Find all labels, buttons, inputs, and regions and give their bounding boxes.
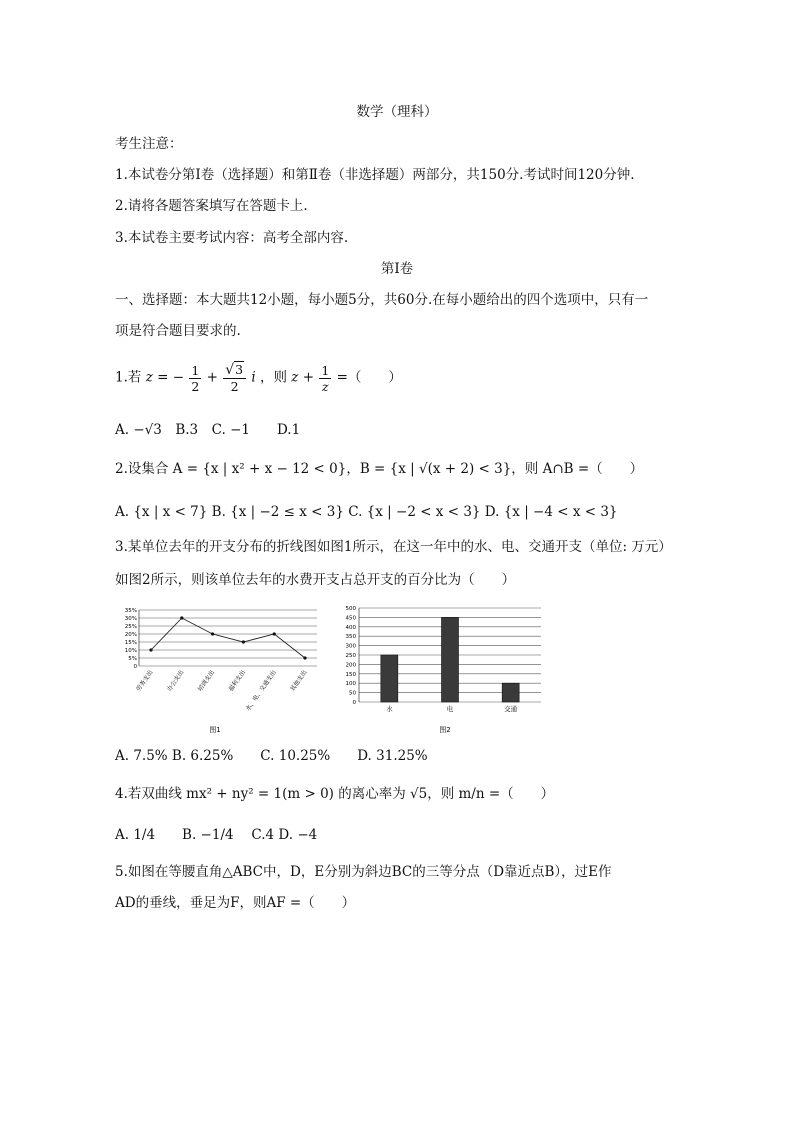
fig2-ytick-label: 450	[345, 615, 356, 622]
fig1-x-label: 其他支出	[289, 669, 309, 693]
question-1	[115, 362, 402, 394]
part1-instructions-line2: 项是符合题目要求的.	[115, 323, 241, 339]
question-5-line2: AD的垂线，垂足为F，则AF =（ ）	[115, 895, 356, 911]
fig2-ytick-label: 350	[345, 634, 356, 641]
q3-options: A. 7.5% B. 6.25% C. 10.25% D. 31.25%	[115, 748, 428, 764]
fig1-x-label: 培训支出	[196, 669, 217, 693]
fig1-x-label: 水、电、交通支出	[244, 669, 278, 713]
fig2-ytick-label: 300	[345, 643, 356, 650]
q1-eq-neg: = −	[157, 369, 185, 386]
fig1-series-line	[151, 618, 305, 658]
fig2-ytick-label: 0	[352, 700, 356, 706]
part1-instructions-line1: 一、选择题：本大题共12小题，每小题5分，共60分.在每小题给出的四个选项中，只有一	[115, 292, 649, 308]
q1-var-z: z	[145, 369, 153, 386]
fig1-data-point	[211, 632, 214, 635]
q1-var-z2: z	[291, 369, 299, 386]
notice-item-3: 3.本试卷主要考试内容：高考全部内容.	[115, 230, 349, 246]
fig1-x-label: 劳务支出	[135, 669, 155, 693]
fig2-ytick-label: 50	[349, 690, 356, 697]
q1-fraction-inverse: $\frac{1}{z}$	[321, 362, 330, 394]
fig1-ytick-label: 10%	[124, 648, 137, 654]
fig1-ytick-label: 5%	[128, 656, 137, 662]
figure-2-caption: 图2	[439, 726, 451, 734]
question-3-line2: 如图2所示，则该单位去年的水费开支占总开支的百分比为（ ）	[115, 572, 516, 588]
fig1-x-label: 福利支出	[227, 669, 248, 693]
q4-options: A. 1/4 B. −1/4 C.4 D. −4	[115, 827, 318, 843]
notice-header: 考生注意：	[115, 136, 183, 152]
page-title: 数学（理科）	[356, 104, 438, 120]
q2-options: A. {x | x < 7} B. {x | −2 ≤ x < 3} C. {x | −2 < x < 3} D. {x | −4 < x < 3}	[115, 504, 618, 520]
fig2-bar	[381, 655, 398, 702]
q1-fraction-root3: $\frac{√3}{2}$	[223, 362, 246, 394]
q1-prefix: 1.若	[115, 369, 142, 386]
q1-tail: =（ ）	[336, 369, 402, 386]
question-4: 4.若双曲线 mx² + ny² = 1(m > 0) 的离心率为 √5，则 m/n =（ ）	[115, 786, 555, 802]
q1-imag-i: i	[251, 369, 256, 386]
fig1-ytick-label: 20%	[124, 632, 137, 638]
fig2-bar	[442, 617, 459, 702]
fig1-ytick-label: 15%	[124, 640, 137, 646]
fig1-ytick-label: 0	[133, 664, 137, 670]
fig2-x-label: 水	[386, 705, 393, 713]
fig2-bar	[502, 683, 519, 702]
q1-then: ，则	[259, 369, 287, 386]
fig2-ytick-label: 500	[345, 606, 356, 612]
fig2-ytick-label: 200	[345, 662, 356, 669]
fig2-ytick-label: 400	[345, 624, 356, 631]
fig1-data-point	[273, 632, 276, 635]
question-3-line1: 3.某单位去年的开支分布的折线图如图1所示，在这一年中的水、电、交通开支（单位: 万元）	[115, 539, 672, 555]
fig2-ytick-label: 250	[345, 653, 356, 659]
figure-1-caption: 图1	[209, 726, 221, 734]
question-5-line1: 5.如图在等腰直角△ABC中，D，E分别为斜边BC的三等分点（D靠近点B），过E作	[115, 864, 612, 880]
section-title: 第Ⅰ卷	[380, 261, 414, 277]
fig1-data-point	[303, 656, 306, 659]
notice-item-2: 2.请将各题答案填写在答题卡上.	[115, 198, 308, 214]
figure-1-line-chart	[115, 604, 325, 736]
fig1-ytick-label: 35%	[124, 608, 137, 614]
q1-options: A. −√3 B.3 C. −1 D.1	[115, 422, 301, 438]
fig1-ytick-label: 25%	[124, 624, 137, 630]
notice-item-1: 1.本试卷分第Ⅰ卷（选择题）和第Ⅱ卷（非选择题）两部分，共150分.考试时间120分钟.	[115, 167, 635, 183]
fig1-x-label: 办公支出	[165, 669, 186, 693]
q1-fraction-half: $\frac{1}{2}$	[191, 362, 200, 394]
fig1-data-point	[242, 640, 245, 643]
fig2-x-label: 交通	[504, 705, 518, 713]
fig2-ytick-label: 100	[345, 681, 356, 688]
fig2-x-label: 电	[446, 705, 454, 713]
fig1-data-point	[180, 616, 183, 619]
fig2-ytick-label: 150	[345, 671, 356, 678]
question-2: 2.设集合 A = {x | x² + x − 12 < 0}，B = {x | √(x + 2) < 3}，则 A∩B =（ ）	[115, 461, 644, 477]
fig1-ytick-label: 30%	[124, 616, 137, 622]
figure-2-bar-chart	[335, 604, 545, 736]
q1-plus2: +	[302, 369, 315, 386]
q1-plus: +	[206, 369, 218, 386]
fig1-data-point	[149, 648, 152, 651]
